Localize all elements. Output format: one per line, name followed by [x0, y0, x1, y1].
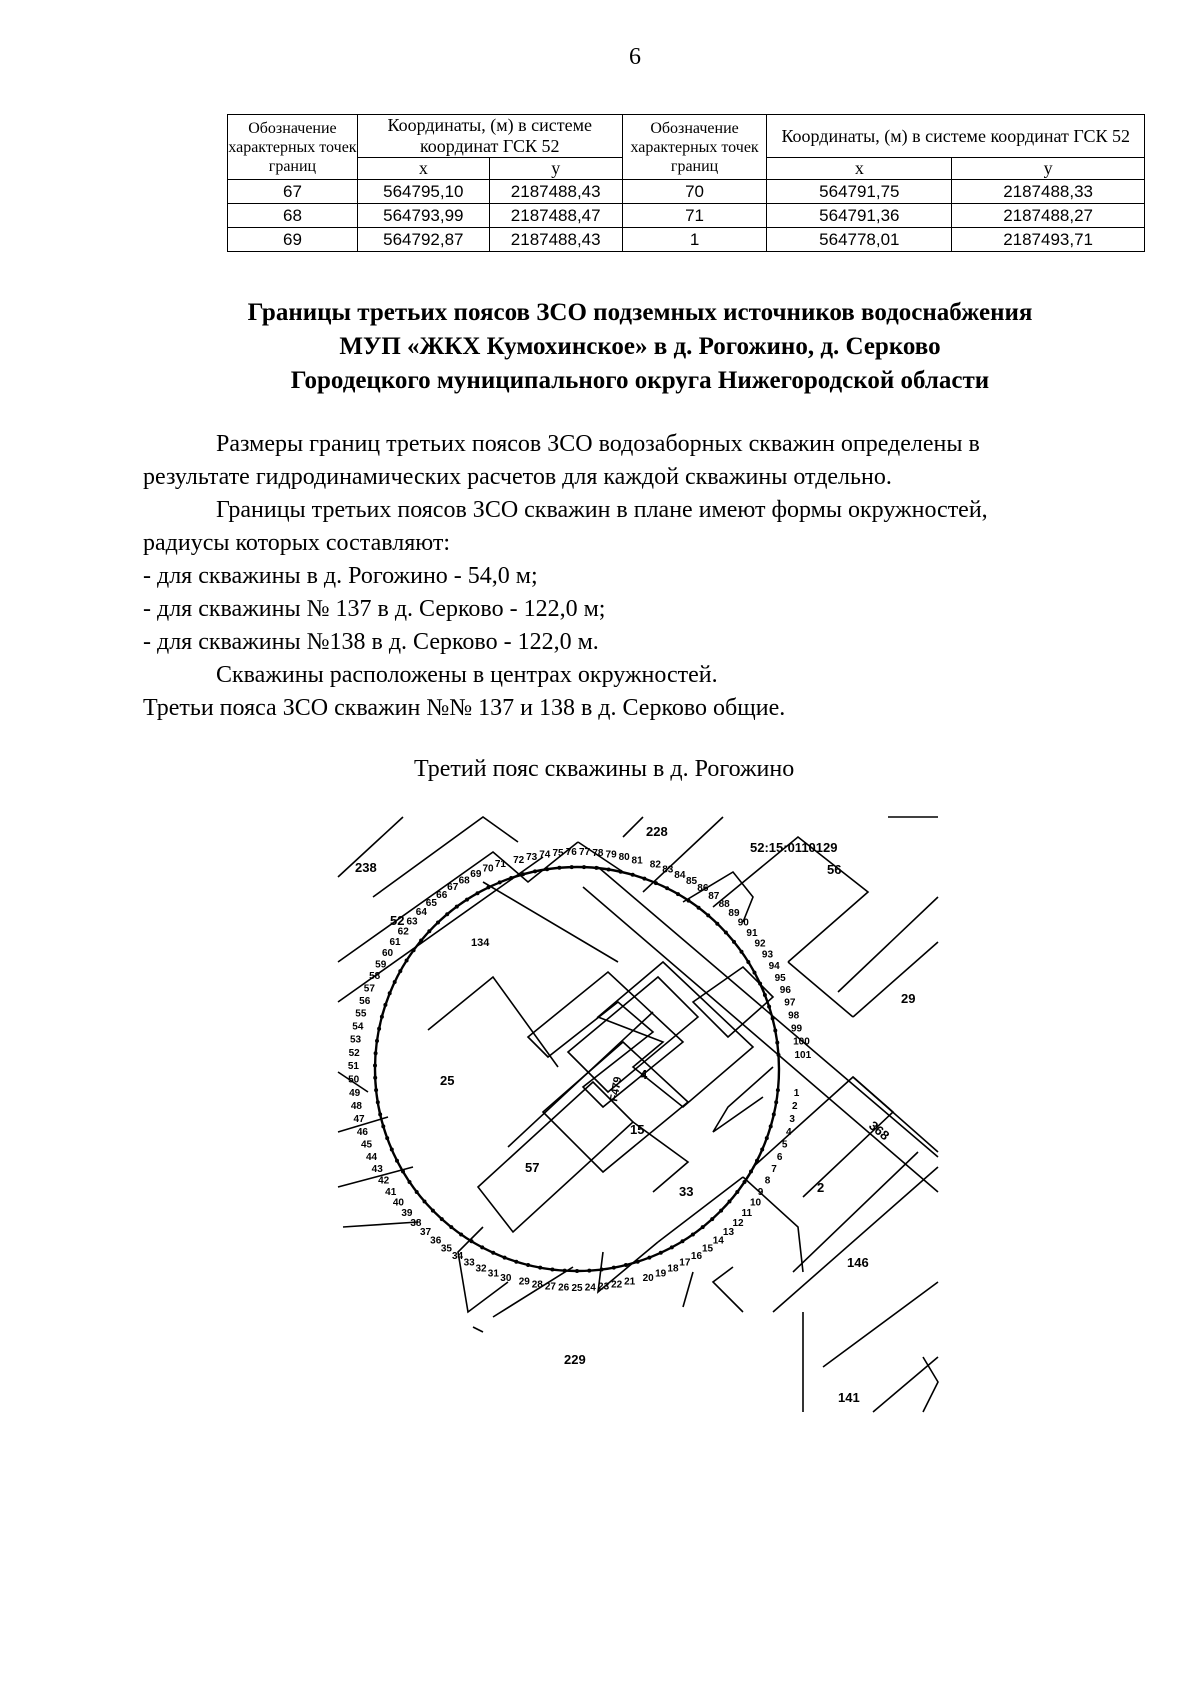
coords-label-header: Координаты, (м) в системе координат ГСК 52: [357, 115, 622, 158]
parcel-boundary: [428, 977, 558, 1067]
table-row: [228, 204, 1145, 228]
boundary-point-marker: [775, 1041, 779, 1045]
boundary-point-label: 99: [791, 1023, 803, 1035]
boundary-point-label: 16: [690, 1250, 703, 1262]
boundary-point-label: 40: [392, 1197, 404, 1209]
parcel-label: 33: [679, 1184, 694, 1199]
boundary-point-label: 54: [352, 1021, 364, 1033]
boundary-point-marker: [758, 982, 762, 986]
parcel-label: 228: [646, 824, 668, 839]
boundary-point-marker: [440, 1217, 444, 1221]
boundary-point-marker: [563, 1269, 567, 1273]
boundary-point-marker: [526, 1263, 530, 1267]
paragraph-line: Границы третьих поясов ЗСО скважин в плане имеют формы окружностей,: [216, 497, 988, 523]
x-cell: 564793,99: [357, 204, 489, 228]
building-outline: [478, 1082, 633, 1232]
boundary-point-marker: [607, 868, 611, 872]
boundary-point-label: 17: [679, 1257, 691, 1269]
table-row: [228, 228, 1145, 252]
parcel-boundary: [743, 1177, 803, 1272]
boundary-point-marker: [624, 1263, 628, 1267]
boundary-point-label: 53: [349, 1034, 362, 1046]
boundary-point-label: 55: [355, 1008, 367, 1020]
boundary-point-label: 98: [788, 1010, 800, 1022]
x-cell: 564791,36: [767, 204, 952, 228]
boundary-point-label: 43: [371, 1164, 383, 1175]
boundary-point-marker: [719, 1209, 723, 1213]
boundary-point-label: 70: [482, 863, 494, 875]
boundary-point-marker: [486, 885, 490, 889]
boundary-point-marker: [380, 1015, 384, 1019]
parcel-label: 229: [564, 1352, 586, 1367]
boundary-point-marker: [763, 993, 767, 997]
boundary-point-marker: [728, 1200, 732, 1204]
boundary-point-label: 67: [447, 882, 459, 894]
coordinates-table: [227, 114, 1145, 252]
boundary-point-label: 9: [757, 1186, 764, 1198]
point-cell: 67: [228, 180, 358, 204]
y-header: у: [952, 158, 1145, 180]
parcel-label: 2: [817, 1180, 825, 1195]
boundary-point-label: 75: [552, 847, 564, 859]
boundary-point-marker: [636, 1260, 640, 1264]
boundary-point-label: 3: [789, 1114, 795, 1125]
boundary-point-marker: [388, 991, 392, 995]
parcel-boundary: [923, 1357, 938, 1412]
body-text: [143, 428, 1143, 725]
boundary-point-marker: [431, 1209, 435, 1213]
y-cell: 2187493,71: [952, 228, 1145, 252]
boundary-point-label: 58: [369, 971, 381, 983]
parcel-label: 25: [440, 1073, 455, 1088]
boundary-point-label: 2: [792, 1101, 798, 1112]
boundary-point-label: 7: [771, 1164, 777, 1175]
parcel-boundary: [788, 962, 853, 1017]
boundary-point-label: 61: [389, 936, 401, 948]
boundary-point-marker: [670, 1245, 674, 1249]
boundary-point-marker: [405, 959, 409, 963]
boundary-point-marker: [594, 866, 598, 870]
heading-line: Границы третьих поясов ЗСО подземных источников водоснабжения: [247, 299, 1033, 326]
building-outline: [528, 972, 683, 1107]
boundary-point-marker: [631, 873, 635, 877]
boundary-point-marker: [753, 971, 757, 975]
parcel-boundary: [838, 897, 938, 992]
boundary-point-marker: [743, 1180, 747, 1184]
road-edge: [583, 887, 938, 1192]
boundary-point-label: 44: [365, 1151, 378, 1163]
parcel-label: 141: [838, 1390, 860, 1405]
boundary-point-label: 13: [722, 1227, 735, 1238]
parcel-boundary: [793, 1152, 918, 1272]
boundary-point-marker: [545, 867, 549, 871]
parcel-label: 238: [355, 860, 377, 875]
boundary-point-marker: [377, 1027, 381, 1031]
boundary-point-label: 18: [667, 1263, 679, 1275]
x-cell: 564792,87: [357, 228, 489, 252]
parcel-boundary: [713, 1267, 743, 1312]
boundary-point-marker: [619, 870, 623, 874]
parcel-boundary: [853, 942, 938, 1017]
boundary-point-marker: [735, 1190, 739, 1194]
boundary-point-marker: [681, 1239, 685, 1243]
boundary-point-marker: [514, 1260, 518, 1264]
boundary-point-label: 63: [406, 916, 418, 928]
parcel-label: 146: [847, 1255, 869, 1270]
point-cell: 71: [622, 204, 767, 228]
boundary-point-label: 35: [440, 1243, 452, 1255]
boundary-point-marker: [373, 1076, 377, 1080]
boundary-point-marker: [654, 881, 658, 885]
parcel-boundary: [473, 1327, 483, 1332]
boundary-point-marker: [374, 1088, 378, 1092]
boundary-point-label: 73: [526, 851, 538, 863]
page-number: 6: [629, 44, 641, 70]
boundary-point-marker: [740, 950, 744, 954]
boundary-point-label: 72: [513, 854, 525, 866]
boundary-point-label: 93: [761, 949, 774, 961]
boundary-point-label: 62: [397, 926, 409, 938]
boundary-point-label: 25: [571, 1283, 583, 1294]
boundary-point-marker: [777, 1053, 781, 1057]
boundary-point-label: 10: [750, 1197, 762, 1209]
boundary-point-label: 77: [579, 847, 591, 859]
boundary-point-label: 48: [350, 1101, 362, 1112]
boundary-point-label: 46: [356, 1126, 368, 1138]
parcel-label: 56: [827, 862, 842, 877]
heading-line: МУП «ЖКХ Кумохинское» в д. Рогожино, д. Серково: [339, 333, 941, 360]
parcel-label: 4: [640, 1067, 648, 1082]
boundary-point-marker: [715, 922, 719, 926]
table-header-row: [228, 115, 1145, 158]
boundary-point-label: 79: [605, 849, 617, 861]
boundary-point-marker: [665, 886, 669, 890]
boundary-point-label: 38: [410, 1217, 422, 1229]
boundary-point-marker: [521, 872, 525, 876]
boundary-point-label: 82: [649, 859, 661, 871]
table-row: [228, 180, 1145, 204]
boundary-point-label: 94: [768, 961, 780, 972]
boundary-point-marker: [390, 1148, 394, 1152]
boundary-point-marker: [701, 1225, 705, 1229]
y-cell: 2187488,47: [489, 204, 622, 228]
boundary-point-marker: [381, 1124, 385, 1128]
boundary-point-label: 86: [697, 883, 709, 895]
boundary-point-label: 28: [531, 1279, 543, 1291]
parcel-boundary: [823, 1282, 938, 1367]
x-header: х: [767, 158, 952, 180]
boundary-point-marker: [373, 1064, 377, 1068]
point-cell: 70: [622, 180, 767, 204]
boundary-point-marker: [732, 940, 736, 944]
boundary-point-label: 29: [518, 1276, 530, 1288]
parcel-boundary: [343, 1222, 418, 1227]
boundary-point-marker: [533, 869, 537, 873]
boundary-point-marker: [470, 1239, 474, 1243]
y-cell: 2187488,27: [952, 204, 1145, 228]
boundary-point-label: 8: [764, 1175, 771, 1187]
boundary-point-marker: [575, 1269, 579, 1273]
boundary-point-label: 76: [565, 847, 577, 859]
x-cell: 564795,10: [357, 180, 489, 204]
x-cell: 564778,01: [767, 228, 952, 252]
boundary-point-marker: [772, 1112, 776, 1116]
boundary-point-label: 78: [592, 848, 604, 859]
boundary-point-label: 92: [754, 938, 766, 950]
boundary-point-label: 26: [558, 1282, 570, 1294]
boundary-point-label: 84: [674, 869, 686, 881]
boundary-point-label: 42: [378, 1175, 390, 1187]
boundary-point-marker: [746, 960, 750, 964]
boundary-point-label: 66: [436, 889, 448, 901]
boundary-point-label: 74: [539, 849, 551, 861]
boundary-point-label: 65: [425, 898, 437, 909]
boundary-point-marker: [427, 929, 431, 933]
boundary-point-marker: [408, 1180, 412, 1184]
zone-boundary-circle: [375, 867, 779, 1271]
point-cell: 1: [622, 228, 767, 252]
parcel-boundary: [753, 1077, 893, 1197]
boundary-point-label: 33: [463, 1257, 475, 1269]
boundary-point-marker: [706, 913, 710, 917]
boundary-point-label: 51: [347, 1061, 359, 1073]
boundary-point-label: 50: [348, 1074, 360, 1086]
boundary-point-label: 88: [718, 899, 730, 911]
boundary-point-marker: [767, 1005, 771, 1009]
boundary-point-marker: [587, 1269, 591, 1273]
boundary-point-marker: [415, 1190, 419, 1194]
paragraph-line: Размеры границ третьих поясов ЗСО водозаборных скважин определены в: [216, 431, 980, 457]
boundary-point-label: 87: [708, 890, 720, 902]
boundary-point-label: 96: [779, 985, 791, 997]
boundary-point-label: 14: [712, 1235, 724, 1247]
parcel-label: 57: [525, 1160, 540, 1175]
boundary-point-label: 27: [544, 1281, 556, 1293]
boundary-point-marker: [423, 1200, 427, 1204]
boundary-point-marker: [760, 1148, 764, 1152]
boundary-point-marker: [612, 1266, 616, 1270]
y-cell: 2187488,33: [952, 180, 1145, 204]
parcel-boundary: [683, 1272, 693, 1307]
boundary-point-marker: [710, 1217, 714, 1221]
x-cell: 564791,75: [767, 180, 952, 204]
boundary-point-label: 68: [458, 875, 470, 887]
boundary-point-marker: [412, 948, 416, 952]
parcel-label: F479: [608, 1075, 625, 1103]
boundary-point-marker: [476, 891, 480, 895]
point-cell: 68: [228, 204, 358, 228]
boundary-point-marker: [765, 1136, 769, 1140]
boundary-point-marker: [480, 1245, 484, 1249]
boundary-point-marker: [491, 1251, 495, 1255]
boundary-point-label: 34: [451, 1250, 464, 1262]
boundary-point-label: 83: [662, 864, 674, 876]
boundary-point-label: 101: [794, 1049, 812, 1061]
boundary-point-label: 21: [624, 1276, 636, 1288]
boundary-point-label: 71: [494, 858, 506, 870]
boundary-point-marker: [376, 1100, 380, 1104]
boundary-point-marker: [419, 939, 423, 943]
boundary-point-label: 4: [786, 1126, 792, 1138]
paragraph-line: Скважины расположены в центрах окружностей.: [216, 662, 718, 688]
boundary-point-marker: [776, 1088, 780, 1092]
boundary-point-label: 19: [655, 1268, 667, 1280]
boundary-point-label: 97: [784, 997, 796, 1009]
boundary-point-label: 80: [618, 852, 630, 864]
point-cell: 69: [228, 228, 358, 252]
boundary-point-label: 36: [430, 1235, 442, 1247]
boundary-point-label: 30: [500, 1272, 512, 1284]
boundary-point-label: 49: [349, 1087, 361, 1099]
boundary-point-label: 100: [793, 1036, 810, 1048]
parcel-boundary: [773, 1167, 938, 1312]
paragraph-line: результате гидродинамических расчетов для каждой скважины отдельно.: [143, 464, 892, 490]
parcel-label: 29: [901, 991, 916, 1006]
list-item: - для скважины №138 в д. Серково - 122,0 м.: [143, 629, 599, 655]
boundary-point-marker: [374, 1051, 378, 1055]
boundary-point-label: 6: [776, 1151, 783, 1163]
section-heading: [140, 296, 1140, 398]
boundary-point-label: 5: [781, 1139, 788, 1151]
point-label-header: Обозначение характерных точек границ: [228, 115, 358, 180]
boundary-point-marker: [687, 899, 691, 903]
coords-label-header: Координаты, (м) в системе координат ГСК 52: [767, 115, 1145, 158]
boundary-point-marker: [401, 1170, 405, 1174]
boundary-point-label: 60: [381, 947, 394, 959]
building-outline: [713, 1067, 773, 1132]
list-item: - для скважины в д. Рогожино - 54,0 м;: [143, 563, 538, 589]
boundary-point-marker: [749, 1170, 753, 1174]
parcel-label: 134: [471, 937, 490, 949]
boundary-point-label: 85: [686, 876, 698, 888]
boundary-point-marker: [582, 865, 586, 869]
boundary-point-marker: [509, 876, 513, 880]
heading-line: Городецкого муниципального округа Нижегородской области: [290, 367, 990, 394]
boundary-point-marker: [449, 1225, 453, 1229]
boundary-point-label: 47: [353, 1114, 365, 1125]
boundary-point-marker: [385, 1136, 389, 1140]
boundary-point-marker: [691, 1233, 695, 1237]
boundary-point-marker: [570, 865, 574, 869]
boundary-point-marker: [647, 1256, 651, 1260]
map-drawing: [333, 812, 943, 1417]
boundary-point-marker: [774, 1100, 778, 1104]
parcel-label: 52: [390, 913, 405, 928]
boundary-point-marker: [445, 912, 449, 916]
cadastral-map: [333, 812, 943, 1417]
y-cell: 2187488,43: [489, 228, 622, 252]
boundary-point-label: 20: [642, 1272, 654, 1284]
boundary-point-marker: [393, 980, 397, 984]
boundary-point-label: 90: [737, 917, 749, 929]
cadastral-number: 52:15:0110129: [750, 840, 838, 855]
road-edge: [598, 867, 938, 1157]
boundary-point-label: 89: [728, 908, 740, 920]
boundary-point-marker: [465, 898, 469, 902]
boundary-point-label: 24: [584, 1282, 596, 1294]
boundary-point-label: 59: [375, 959, 387, 971]
boundary-point-marker: [383, 1003, 387, 1007]
parcel-boundary: [483, 882, 618, 962]
parcel-label: 368: [866, 1117, 893, 1144]
paragraph-line: радиусы которых составляют:: [143, 530, 451, 556]
boundary-point-label: 95: [774, 972, 786, 984]
boundary-point-marker: [755, 1159, 759, 1163]
parcel-boundary: [623, 817, 643, 837]
boundary-point-marker: [642, 877, 646, 881]
boundary-point-label: 45: [360, 1139, 373, 1151]
boundary-point-label: 52: [348, 1047, 360, 1059]
boundary-point-label: 37: [419, 1227, 432, 1238]
boundary-point-marker: [538, 1266, 542, 1270]
boundary-point-label: 39: [401, 1208, 413, 1219]
parcel-label: 15: [630, 1122, 645, 1137]
boundary-point-marker: [557, 866, 561, 870]
boundary-point-marker: [600, 1268, 604, 1272]
y-header: у: [489, 158, 622, 180]
boundary-point-marker: [436, 921, 440, 925]
boundary-point-marker: [724, 931, 728, 935]
boundary-point-label: 12: [732, 1217, 744, 1229]
boundary-point-marker: [375, 1039, 379, 1043]
boundary-point-marker: [769, 1124, 773, 1128]
boundary-point-marker: [459, 1233, 463, 1237]
boundary-point-marker: [498, 880, 502, 884]
boundary-point-label: 1: [793, 1087, 800, 1099]
boundary-point-marker: [697, 906, 701, 910]
parcel-boundary: [853, 1077, 938, 1152]
boundary-point-label: 41: [385, 1186, 397, 1198]
map-title: Третий пояс скважины в д. Рогожино: [414, 756, 795, 782]
boundary-point-label: 22: [611, 1279, 623, 1291]
boundary-point-marker: [659, 1251, 663, 1255]
boundary-point-marker: [773, 1029, 777, 1033]
boundary-point-label: 81: [631, 855, 643, 867]
boundary-point-label: 32: [475, 1263, 487, 1275]
boundary-point-marker: [378, 1112, 382, 1116]
boundary-point-label: 15: [702, 1243, 714, 1255]
x-header: х: [357, 158, 489, 180]
boundary-point-marker: [771, 1016, 775, 1020]
list-item: - для скважины № 137 в д. Серково - 122,0 м;: [143, 596, 606, 622]
boundary-point-label: 23: [598, 1281, 610, 1293]
boundary-point-label: 64: [415, 906, 427, 918]
boundary-point-marker: [395, 1159, 399, 1163]
boundary-point-label: 11: [741, 1208, 753, 1219]
boundary-point-marker: [676, 892, 680, 896]
boundary-point-marker: [550, 1268, 554, 1272]
y-cell: 2187488,43: [489, 180, 622, 204]
paragraph-line: Третьи пояса ЗСО скважин №№ 137 и 138 в д. Серково общие.: [143, 695, 786, 721]
point-label-header: Обозначение характерных точек границ: [622, 115, 767, 180]
boundary-point-label: 69: [470, 869, 482, 881]
boundary-points-group: [348, 847, 812, 1294]
boundary-point-label: 56: [359, 995, 371, 1007]
boundary-point-marker: [455, 905, 459, 909]
boundary-point-marker: [503, 1256, 507, 1260]
boundary-point-label: 31: [487, 1268, 499, 1280]
boundary-point-label: 91: [746, 927, 758, 939]
boundary-point-label: 57: [363, 983, 375, 995]
boundary-point-marker: [398, 969, 402, 973]
